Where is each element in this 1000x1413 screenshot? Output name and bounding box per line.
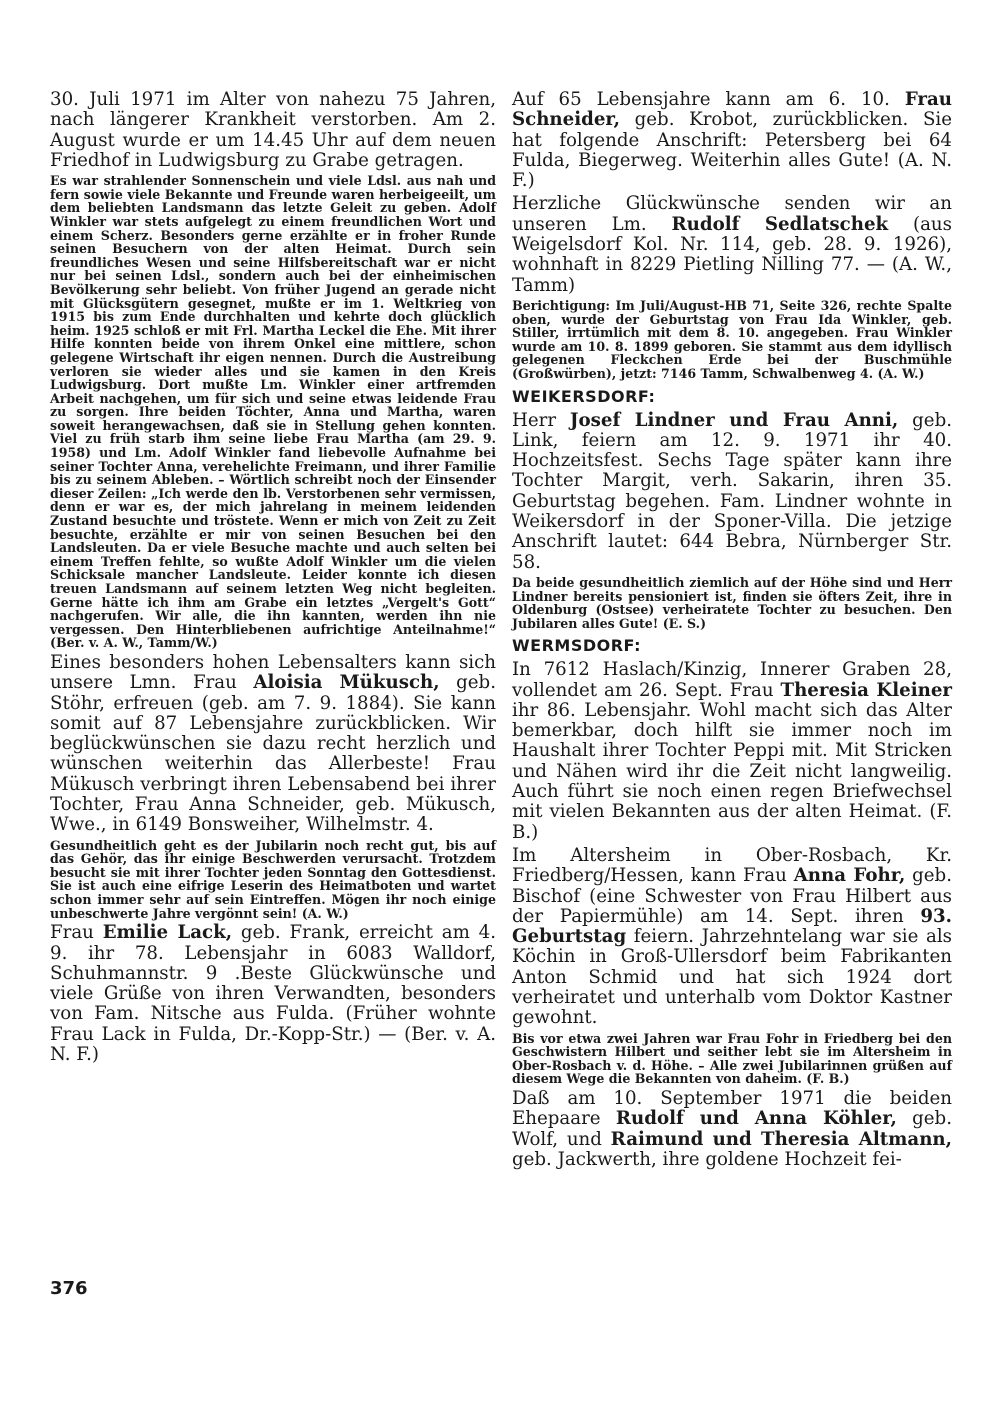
paragraph <box>512 660 952 843</box>
section-heading: WEIKERSDORF: <box>512 386 656 406</box>
text: geb. Link, feiern am 12. 9. 1971 ihr 40. Hochzeitsfest. Sechs Tage später kann ihre Tochter Margit, verh. Sakarin, ihren 35. Geburtstag begehen. Fam. Lindner wohnte in Weikersdorf in der Sponer-Villa. Die jetzige Anschrift lautet: 644 Bebra, Nürnberger Str. 58. <box>512 409 952 573</box>
text: geb. Stöhr, erfreuen (geb. am 7. 9. 1884). Sie kann somit auf 87 Lebensjahre zurückblicken. Wir beglückwünschen sie dazu recht herzlich und wünschen weiterhin das Allerbeste! Frau Mükusch verbringt ihren Lebensabend bei ihrer Tochter, Frau Anna Schneider, geb. Mükusch, Wwe., in 6149 Bonsweiher, Wilhelmstr. 4. <box>50 672 496 836</box>
text: Eines besonders hohen Lebensalters kann sich unsere Lmn. Frau <box>50 651 496 694</box>
date: 10. 8. <box>587 338 629 354</box>
person-name: Raimund und Theresia Altmann, <box>610 1128 952 1150</box>
paragraph-small: Da beide gesundheitlich ziemlich auf der Höhe sind und Herr Lindner bereits pensioniert ist, finden sie öfters Zeit, ihre in Oldenburg (Ostsee) verheiratete Tochter zu besuchen. Den Jubilaren alles Gute! (E. S.) <box>512 574 952 631</box>
paragraph-small: Gesundheitlich geht es der Jubilarin noch recht gut, bis auf das Gehör, das ihr einige Beschwerden verursacht. Trotzdem besucht sie mit ihrer Tochter jeden Sonntag den Gottesdienst. Sie ist auch eine eifrige Leserin des Heimatboten und wartet schon immer sehr auf sein Eintreffen. Mögen ihr noch einige unbeschwerte Jahre vergönnt sein! (A. W.) <box>50 837 496 921</box>
page-number: 376 <box>50 1278 88 1299</box>
person-name: Anna Fohr, <box>793 865 906 887</box>
paragraph <box>512 846 952 1029</box>
section-heading: WERMSDORF: <box>512 636 641 656</box>
text: Daß am 10. September 1971 die beiden Ehepaare <box>512 1088 952 1130</box>
text: In 7612 Haslach/Kinzig, Innerer Graben 28, vollendet am 26. Sept. Frau <box>512 659 952 701</box>
text: Auf 65 Lebensjahre kann am 6. 10. <box>512 89 905 110</box>
paragraph: 30. Juli 1971 im Alter von nahezu 75 Jahren, nach längerer Krankheit verstorben. Am 2. August wurde er um 14.45 Uhr auf dem neuen Friedhof in Ludwigsburg zu Grabe getragen. <box>50 89 496 171</box>
person-name: Emilie Lack, <box>102 922 233 944</box>
correction-label: Berichtigung: <box>512 297 611 313</box>
person-name: Ida Winkler, <box>818 311 912 327</box>
person-name: Frau Schneider, <box>512 89 952 131</box>
text: feiern. Jahrzehntelang war sie als Köchin in Groß-Ullersdorf beim Fabrikanten Anton Schmid und hat sich 1924 dort verheiratet und unterhalb vom Doktor Kastner gewohnt. <box>512 926 952 1029</box>
text: Im Juli/August-HB 71, Seite 326, rechte Spalte oben, wurde der Geburtstag von Frau <box>512 297 952 327</box>
right-column <box>512 90 952 1173</box>
text: Im Altersheim in Ober-Rosbach, Kr. Friedberg/Hessen, kann Frau <box>512 844 952 887</box>
left-column <box>50 90 496 1068</box>
person-name: Theresia Kleiner <box>780 679 952 701</box>
person-name: Rudolf Sedlatschek <box>671 213 889 235</box>
text: geb. Jackwerth, ihre goldene Hochzeit fei- <box>512 1148 902 1170</box>
paragraph <box>512 90 952 191</box>
text: 1899 geboren. Sie stammt aus dem idyllisch gelegenen Fleckchen Erde bei der Buschmühle (Großwürben), jetzt: 7146 Tamm, Schwalbenweg 4. (A. W.) <box>512 338 952 381</box>
text: geb. Krobot, zurückblicken. Sie hat folgende Anschrift: Petersberg bei 64 Fulda, Biegerweg. Weiterhin alles Gute! (A. N. F.) <box>512 109 952 192</box>
paragraph <box>512 1089 952 1170</box>
text: Frau <box>50 922 103 944</box>
person-name: Josef Lindner und Frau Anni, <box>569 409 899 431</box>
paragraph-small: Bis vor etwa zwei Jahren war Frau Fohr in Friedberg bei den Geschwistern Hilbert und seither lebt sie im Altersheim in Ober-Rosbach v. d. Höhe. – Alle zwei Jubilarinnen grüßen auf diesem Wege die Bekannten von daheim. (F. B.) <box>512 1030 952 1087</box>
paragraph <box>512 411 952 573</box>
text: geb. Frank, erreicht am 4. 9. ihr 78. Lebensjahr in 6083 Walldorf, Schuhmannstr. 9 .Beste Glückwünsche und viele Grüße von ihren Verwandten, besonders von Fam. Nitsche aus Fulda. (Früher wohnte Frau Lack in Fulda, Dr.-Kopp-Str.) — (Ber. v. A. N. F.) <box>50 922 496 1065</box>
text: geb. Stiller, irrtümlich mit dem 8. 10. angegeben. Frau Winkler wurde am <box>512 311 952 354</box>
paragraph-small: Es war strahlender Sonnenschein und viele Ldsl. aus nah und fern sowie viele Bekannte und Freunde waren herbeigeeilt, um dem beliebten Landsmann das letzte Geleit zu geben. Adolf Winkler war stets aufgelegt zu einem freundlichen Wort und einem Scherz. Besonders gerne erzählte er in froher Runde seinen Besuchern von der alten Heimat. Durch sein freundliches Wesen und seine Hilfsbereitschaft war er nicht nur bei seinen Ldsl., sondern auch bei der einheimischen Bevölkerung sehr beliebt. Von früher Jugend an gerade nicht mit Glücksgütern gesegnet, mußte er im 1. Weltkrieg von 1915 bis zum Ende durchhalten und kehrte doch glücklich heim. 1925 schloß er mit Frl. Martha Leckel die Ehe. Mit ihrer Hilfe konnten beide von ihrem Onkel eine mittlere, schon gelegene Wirtschaft ihr eigen nennen. Durch die Austreibung verloren sie wieder alles und sie kamen in den Kreis Ludwigsburg. Dort mußte Lm. Winkler einer artfremden Arbeit nachgehen, um für sich und seine etwas leidende Frau zu sorgen. Ihre beiden Töchter, Anna und Martha, waren soweit herangewachsen, daß sie in Stellung gehen konnten. Viel zu früh starb ihm seine liebe Frau Martha (am 29. 9. 1958) und Lm. Adolf Winkler fand liebevolle Aufnahme bei seiner Tochter Anna, verehelichte Freimann, und ihrer Familie bis zu seinem Ableben. – Wörtlich schreibt noch der Einsender dieser Zeilen: „Ich werde den lb. Verstorbenen sehr vermissen, denn er war es, der mich jahrelang in meinem leidenden Zustand besuchte und tröstete. Wenn er mich von Zeit zu Zeit besuchte, erzählte er mir von seinen Besuchen bei den Landsleuten. Da er viele Besuche machte und auch selten bei einem Treffen fehlte, so wußte Adolf Winkler um die vielen Schicksale mancher Landsleute. Leider konnte ich diesen treuen Landsmann auf seinem letzten Weg nicht begleiten. Gerne hätte ich ihm am Grabe ein letztes „Vergelt's Gott“ nachgerufen. Wir alle, die ihn kannten, werden ihn nie vergessen. Den Hinterbliebenen aufrichtige Anteilnahme!“ (Ber. v. A. W., Tamm/W.) <box>50 173 496 651</box>
paragraph <box>50 653 496 836</box>
text: geb. Bischof (eine Schwester von Frau Hilbert aus der Papiermühle) am 14. Sept. ihren <box>512 865 952 927</box>
paragraph <box>50 923 496 1065</box>
text: geb. Wolf, und <box>512 1108 952 1150</box>
birthday: 93. Geburtstag <box>512 905 952 948</box>
person-name: Rudolf und Anna Köhler, <box>615 1108 897 1130</box>
paragraph-small <box>512 299 952 381</box>
text: (aus Weigelsdorf Kol. Nr. 114, geb. 28. 9. 1926), wohnhaft in 8229 Pietling Nilling 77. — (A. W., Tamm) <box>512 213 952 296</box>
text: Herr <box>512 409 570 431</box>
person-name: Aloisia Mükusch, <box>253 672 440 694</box>
text: Herzliche Glückwünsche senden wir an unseren Lm. <box>512 193 952 235</box>
paragraph <box>512 194 952 295</box>
text: ihr 86. Lebensjahr. Wohl macht sich das Alter bemerkbar, doch hilft sie immer noch im Haushalt ihrer Tochter Peppi mit. Mit Stricken und Nähen wird ihr die Zeit nicht langweilig. Auch führt sie noch einen regen Briefwechsel mit vielen Bekannten aus der alten Heimat. (F. B.) <box>512 699 952 843</box>
